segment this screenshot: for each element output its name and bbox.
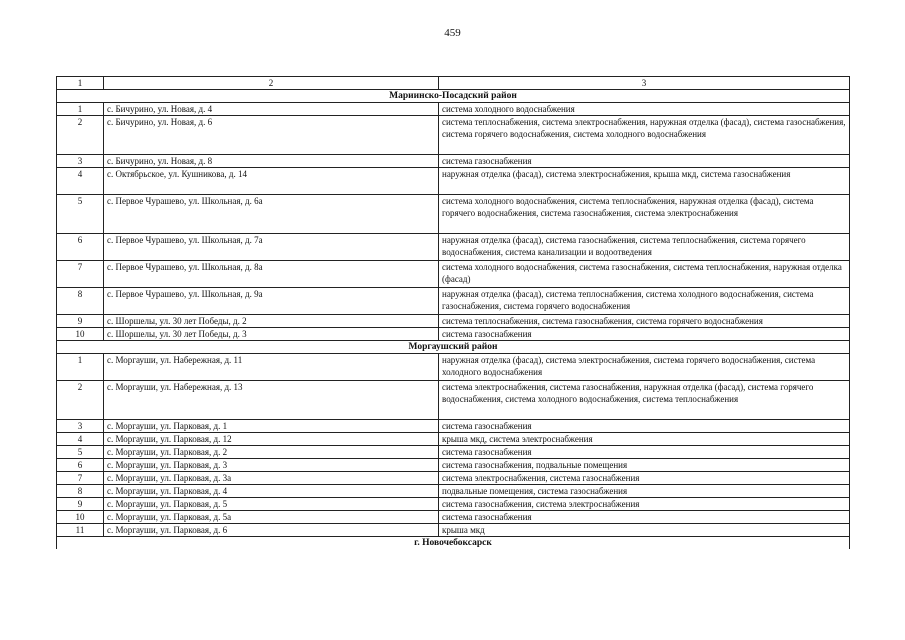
row-number: 10 <box>57 328 104 341</box>
row-systems: система электроснабжения, система газоснабжения, наружная отделка (фасад), система горячего водоснабжения, система холодного водоснабжения, система теплоснабжения <box>439 381 850 420</box>
row-systems: крыша мкд <box>439 524 850 537</box>
row-number: 8 <box>57 485 104 498</box>
table-row <box>57 195 850 234</box>
row-systems: система газоснабжения <box>439 446 850 459</box>
row-address: с. Бичурино, ул. Новая, д. 6 <box>104 116 439 155</box>
table-row <box>57 168 850 195</box>
row-systems: система холодного водоснабжения, система газоснабжения, система теплоснабжения, наружная отделка (фасад) <box>439 261 850 288</box>
table-row <box>57 288 850 315</box>
table-row <box>57 328 850 341</box>
row-address: с. Бичурино, ул. Новая, д. 8 <box>104 155 439 168</box>
row-systems: наружная отделка (фасад), система теплоснабжения, система холодного водоснабжения, система газоснабжения, система горячего водоснабжения <box>439 288 850 315</box>
row-address: с. Моргауши, ул. Парковая, д. 5 <box>104 498 439 511</box>
table-row <box>57 524 850 537</box>
row-number: 2 <box>57 381 104 420</box>
section-header-row <box>57 537 850 550</box>
row-address: с. Бичурино, ул. Новая, д. 4 <box>104 103 439 116</box>
row-systems: система газоснабжения <box>439 328 850 341</box>
row-number: 6 <box>57 234 104 261</box>
row-number: 6 <box>57 459 104 472</box>
row-systems: наружная отделка (фасад), система электроснабжения, крыша мкд, система газоснабжения <box>439 168 850 195</box>
row-number: 9 <box>57 498 104 511</box>
column-number-2: 2 <box>104 77 439 90</box>
row-address: с. Моргауши, ул. Парковая, д. 1 <box>104 420 439 433</box>
row-address: с. Шоршелы, ул. 30 лет Победы, д. 3 <box>104 328 439 341</box>
table-row <box>57 420 850 433</box>
row-systems: наружная отделка (фасад), система газоснабжения, система теплоснабжения, система горячего водоснабжения, система канализации и водоотведения <box>439 234 850 261</box>
row-number: 9 <box>57 315 104 328</box>
row-number: 7 <box>57 261 104 288</box>
row-systems: система электроснабжения, система газоснабжения <box>439 472 850 485</box>
houses-table <box>56 76 850 549</box>
row-address: с. Первое Чурашево, ул. Школьная, д. 7а <box>104 234 439 261</box>
row-number: 4 <box>57 168 104 195</box>
table-body <box>57 77 850 550</box>
row-systems: система холодного водоснабжения, система теплоснабжения, наружная отделка (фасад), система горячего водоснабжения, система газоснабжения, система электроснабжения <box>439 195 850 234</box>
row-address: с. Моргауши, ул. Парковая, д. 12 <box>104 433 439 446</box>
table-row <box>57 261 850 288</box>
row-systems: наружная отделка (фасад), система электроснабжения, система горячего водоснабжения, система холодного водоснабжения <box>439 354 850 381</box>
row-systems: система газоснабжения, подвальные помещения <box>439 459 850 472</box>
row-address: с. Моргауши, ул. Парковая, д. 4 <box>104 485 439 498</box>
table-row <box>57 103 850 116</box>
row-number: 8 <box>57 288 104 315</box>
table-row <box>57 498 850 511</box>
row-systems: крыша мкд, система электроснабжения <box>439 433 850 446</box>
row-address: с. Шоршелы, ул. 30 лет Победы, д. 2 <box>104 315 439 328</box>
row-systems: система газоснабжения, система электроснабжения <box>439 498 850 511</box>
row-address: с. Октябрьское, ул. Кушникова, д. 14 <box>104 168 439 195</box>
row-number: 10 <box>57 511 104 524</box>
row-address: с. Первое Чурашево, ул. Школьная, д. 8а <box>104 261 439 288</box>
row-systems: система холодного водоснабжения <box>439 103 850 116</box>
row-systems: система теплоснабжения, система газоснабжения, система горячего водоснабжения <box>439 315 850 328</box>
row-number: 2 <box>57 116 104 155</box>
section-title: г. Новочебоксарск <box>57 537 850 550</box>
column-number-1: 1 <box>57 77 104 90</box>
row-number: 3 <box>57 155 104 168</box>
section-title: Моргаушский район <box>57 341 850 354</box>
row-systems: система газоснабжения <box>439 155 850 168</box>
row-address: с. Моргауши, ул. Парковая, д. 3 <box>104 459 439 472</box>
section-header-row <box>57 90 850 103</box>
table-row <box>57 446 850 459</box>
row-systems: система теплоснабжения, система электроснабжения, наружная отделка (фасад), система газоснабжения, система горячего водоснабжения, система холодного водоснабжения <box>439 116 850 155</box>
row-number: 3 <box>57 420 104 433</box>
row-address: с. Моргауши, ул. Парковая, д. 3а <box>104 472 439 485</box>
row-number: 1 <box>57 103 104 116</box>
table-row <box>57 381 850 420</box>
table-row <box>57 459 850 472</box>
table-row <box>57 433 850 446</box>
table-row <box>57 511 850 524</box>
row-address: с. Моргауши, ул. Парковая, д. 6 <box>104 524 439 537</box>
row-address: с. Первое Чурашево, ул. Школьная, д. 9а <box>104 288 439 315</box>
row-address: с. Моргауши, ул. Парковая, д. 2 <box>104 446 439 459</box>
table-row <box>57 354 850 381</box>
row-systems: система газоснабжения <box>439 511 850 524</box>
table-row <box>57 472 850 485</box>
table-row <box>57 234 850 261</box>
row-address: с. Моргауши, ул. Набережная, д. 13 <box>104 381 439 420</box>
row-address: с. Моргауши, ул. Набережная, д. 11 <box>104 354 439 381</box>
section-title: Мариинско-Посадский район <box>57 90 850 103</box>
row-systems: система газоснабжения <box>439 420 850 433</box>
column-number-row <box>57 77 850 90</box>
row-systems: подвальные помещения, система газоснабжения <box>439 485 850 498</box>
page-number: 459 <box>444 27 461 39</box>
row-number: 4 <box>57 433 104 446</box>
table-row <box>57 116 850 155</box>
table-row <box>57 315 850 328</box>
section-header-row <box>57 341 850 354</box>
row-number: 5 <box>57 195 104 234</box>
table-row <box>57 155 850 168</box>
row-number: 1 <box>57 354 104 381</box>
row-number: 7 <box>57 472 104 485</box>
table-row <box>57 485 850 498</box>
row-number: 5 <box>57 446 104 459</box>
row-address: с. Моргауши, ул. Парковая, д. 5а <box>104 511 439 524</box>
row-number: 11 <box>57 524 104 537</box>
column-number-3: 3 <box>439 77 850 90</box>
row-address: с. Первое Чурашево, ул. Школьная, д. 6а <box>104 195 439 234</box>
